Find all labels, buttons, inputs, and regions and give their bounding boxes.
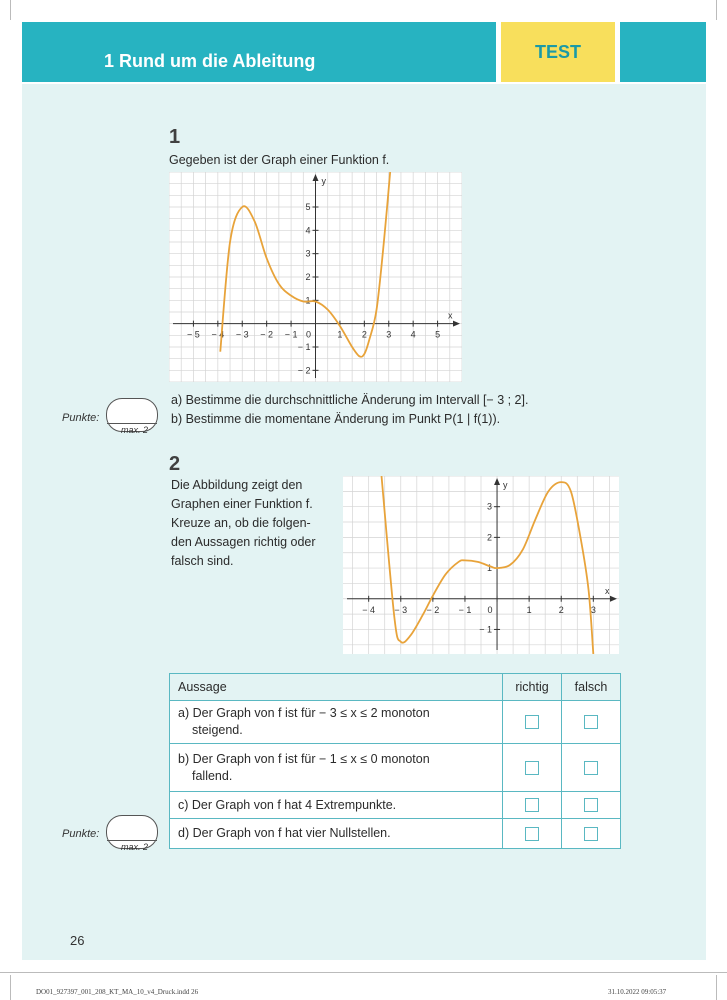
footer-date: 31.10.2022 09:05:37 [608,988,667,996]
task-2-number: 2 [169,453,181,475]
x-tick-label: 1 [526,604,532,615]
wrong-cell [562,701,621,744]
task-2-line: Graphen einer Funktion f. [171,497,313,511]
col-header-statement: Aussage [170,674,503,701]
page-number: 26 [70,933,85,948]
task-1-a: a) Bestimme die durchschnittliche Änderung im Intervall [− 3 ; 2]. [171,393,529,407]
table-row [170,744,621,792]
correct-cell [503,701,562,744]
y-tick-label: 3 [487,501,493,512]
x-tick-label: 2 [558,604,564,615]
table-header-row [170,674,621,701]
x-tick-label: − 5 [187,329,200,340]
task-1-intro: Gegeben ist der Graph einer Funktion f. [169,153,390,167]
table-row [170,819,621,849]
test-badge: TEST [501,22,615,82]
x-tick-label: 5 [435,329,441,340]
points-divider [107,840,157,841]
y-tick-label: 1 [305,295,311,306]
y-tick-label: − 1 [479,624,493,635]
col-header-correct: richtig [503,674,562,701]
table-row [170,792,621,819]
y-tick-label: 1 [487,563,493,574]
x-tick-label: 1 [337,329,343,340]
chart-1 [169,172,462,382]
x-axis-label: x [605,585,610,596]
y-axis-label: y [321,176,326,186]
statement-text: fallend. [192,768,233,783]
statements-table [169,673,621,849]
wrong-cell [562,819,621,849]
footer-file: DO01_927397_001_208_KT_MA_10_v4_Druck.indd 26 [36,988,199,996]
correct-cell [503,792,562,819]
checkbox-correct[interactable] [525,827,539,841]
x-axis-label: x [448,310,453,321]
x-tick-label: 4 [410,329,416,340]
x-tick-label: − 4 [362,604,376,615]
max-points: max. 2 [121,425,149,435]
wrong-cell [562,744,621,792]
checkbox-correct[interactable] [525,798,539,812]
statement-cell [170,744,503,792]
header-bar-end [620,22,706,82]
x-tick-label: − 2 [426,604,440,615]
punkte-label: Punkte: [62,828,100,840]
y-tick-label: 3 [305,248,311,259]
page-title: 1 Rund um die Ableitung [104,51,316,71]
task-2-text [171,476,316,571]
checkbox-correct[interactable] [525,761,539,775]
x-tick-label: − 3 [235,329,249,340]
x-tick-label: 0 [487,604,493,615]
statement-text: b) Der Graph von f ist für − 1 ≤ x ≤ 0 monoton [178,751,430,766]
y-tick-label: − 2 [297,365,311,376]
x-tick-label: − 1 [284,329,298,340]
x-tick-label: 0 [305,329,312,340]
statement-cell: c) Der Graph von f hat 4 Extrempunkte. [170,792,503,819]
checkbox-correct[interactable] [525,715,539,729]
x-tick-label: − 1 [458,604,472,615]
y-axis-label: y [503,480,508,490]
y-tick-label: 2 [305,272,311,282]
statement-text: a) Der Graph von f ist für − 3 ≤ x ≤ 2 monoton [178,706,430,720]
task-1-b: b) Bestimme die momentane Änderung im Punkt P(1 | f(1)). [171,412,501,426]
task-2-line: den Aussagen richtig oder [171,535,316,549]
checkbox-wrong[interactable] [584,715,598,729]
x-tick-label: 3 [386,329,392,340]
x-tick-label: 2 [361,329,367,340]
task-1-number: 1 [169,126,181,148]
y-tick-label: 5 [305,202,311,212]
crop-mark [0,972,727,973]
y-tick-label: − 1 [297,342,311,352]
crop-mark [10,975,11,1000]
checkbox-wrong[interactable] [584,827,598,841]
chart-2 [343,476,619,654]
crop-mark [716,0,717,20]
x-tick-label: − 2 [260,329,274,340]
correct-cell [503,744,562,792]
y-tick-label: 2 [487,532,493,543]
table-row [170,701,621,744]
statement-text: steigend. [192,723,243,737]
correct-cell [503,819,562,849]
max-points: max. 2 [121,842,149,852]
task-2-line: Die Abbildung zeigt den [171,478,303,492]
x-tick-label: − 4 [211,329,225,340]
crop-mark [10,0,11,20]
wrong-cell [562,792,621,819]
task-2-line: Kreuze an, ob die folgen- [171,516,311,530]
checkbox-wrong[interactable] [584,761,598,775]
checkbox-wrong[interactable] [584,798,598,812]
task-2-line: falsch sind. [171,554,234,568]
x-tick-label: 3 [590,604,596,615]
x-tick-label: − 3 [394,604,408,615]
col-header-wrong: falsch [562,674,621,701]
points-divider [107,423,157,424]
punkte-label: Punkte: [62,412,100,424]
statement-cell [170,701,503,744]
crop-mark [716,975,717,1000]
statement-cell: d) Der Graph von f hat vier Nullstellen. [170,819,503,849]
y-tick-label: 4 [305,225,311,236]
